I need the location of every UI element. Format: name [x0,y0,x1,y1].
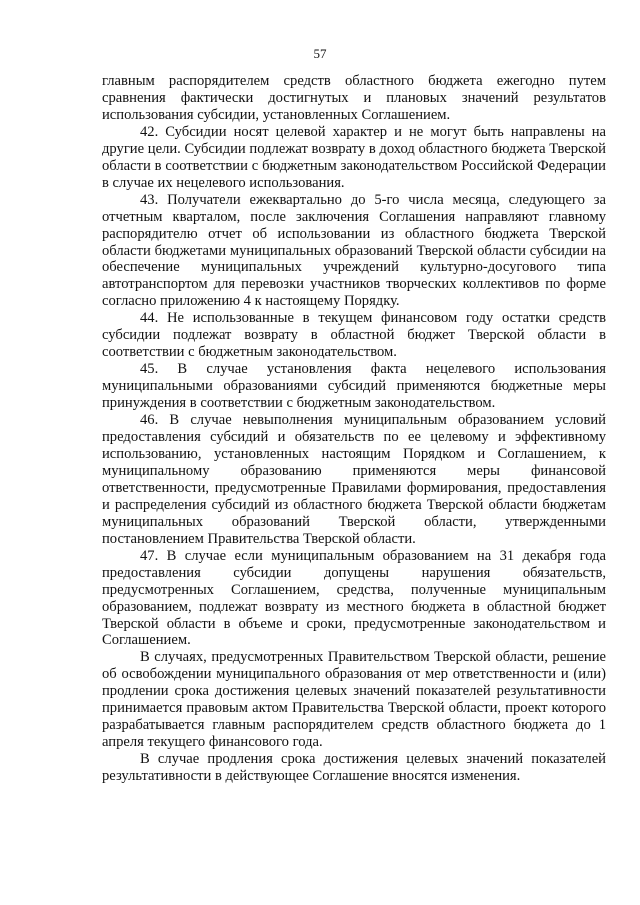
paragraph-44: 44. Не использованные в текущем финансовом году остатки средств субсидии подлежат возврату в областной бюджет Тверской области в соответствии с бюджетным законодательством. [102,310,606,361]
paragraph-46: 46. В случае невыполнения муниципальным образованием условий предоставления субсидий и обязательств по ее целевому и эффективному использованию, установленных настоящим Порядком и Соглашением, к муниципальному образованию применяются меры финансовой ответственности, предусмотренные Правилами формирования, предоставления и распределения субсидий из областного бюджета Тверской области бюджетам муниципальных образований Тверской области, утвержденными постановлением Правительства Тверской области. [102,412,606,547]
document-body [102,73,606,785]
paragraph-45: 45. В случае установления факта нецелевого использования муниципальными образованиями субсидий применяются бюджетные меры принуждения в соответствии с бюджетным законодательством. [102,361,606,412]
paragraph-43: 43. Получатели ежеквартально до 5-го числа месяца, следующего за отчетным кварталом, после заключения Соглашения направляют главному распорядителю отчет об использовании из областного бюджета Тверской области бюджетами муниципальных образований Тверской области субсидии на обеспечение муниципальных учреждений культурно-досугового типа автотранспортом для перевозки участников творческих коллективов по форме согласно приложению 4 к настоящему Порядку. [102,191,606,310]
page-number: 57 [313,46,327,61]
paragraph-extension: В случае продления срока достижения целевых значений показателей результативности в действующее Соглашение вносятся изменения. [102,751,606,785]
paragraph-42: 42. Субсидии носят целевой характер и не могут быть направлены на другие цели. Субсидии подлежат возврату в доход областного бюджета Тверской области в соответствии с бюджетным законодательством Российской Федерации в случае их нецелевого использования. [102,123,606,191]
paragraph-exemption: В случаях, предусмотренных Правительством Тверской области, решение об освобождении муниципального образования от мер ответственности и (или) продлении срока достижения целевых значений показателей результативности принимается правовым актом Правительства Тверской области, проект которого разрабатывается главным распорядителем средств областного бюджета до 1 апреля текущего финансового года. [102,649,606,751]
paragraph-continuation: главным распорядителем средств областного бюджета ежегодно путем сравнения фактически достигнутых и плановых значений результатов использования субсидии, установленных Соглашением. [102,73,606,123]
paragraph-47: 47. В случае если муниципальным образованием на 31 декабря года предоставления субсидии допущены нарушения обязательств, предусмотренных Соглашением, средства, полученные муниципальным образованием, подлежат возврату из местного бюджета в областной бюджет Тверской области в объеме и сроки, предусмотренные законодательством и Соглашением. [102,547,606,649]
